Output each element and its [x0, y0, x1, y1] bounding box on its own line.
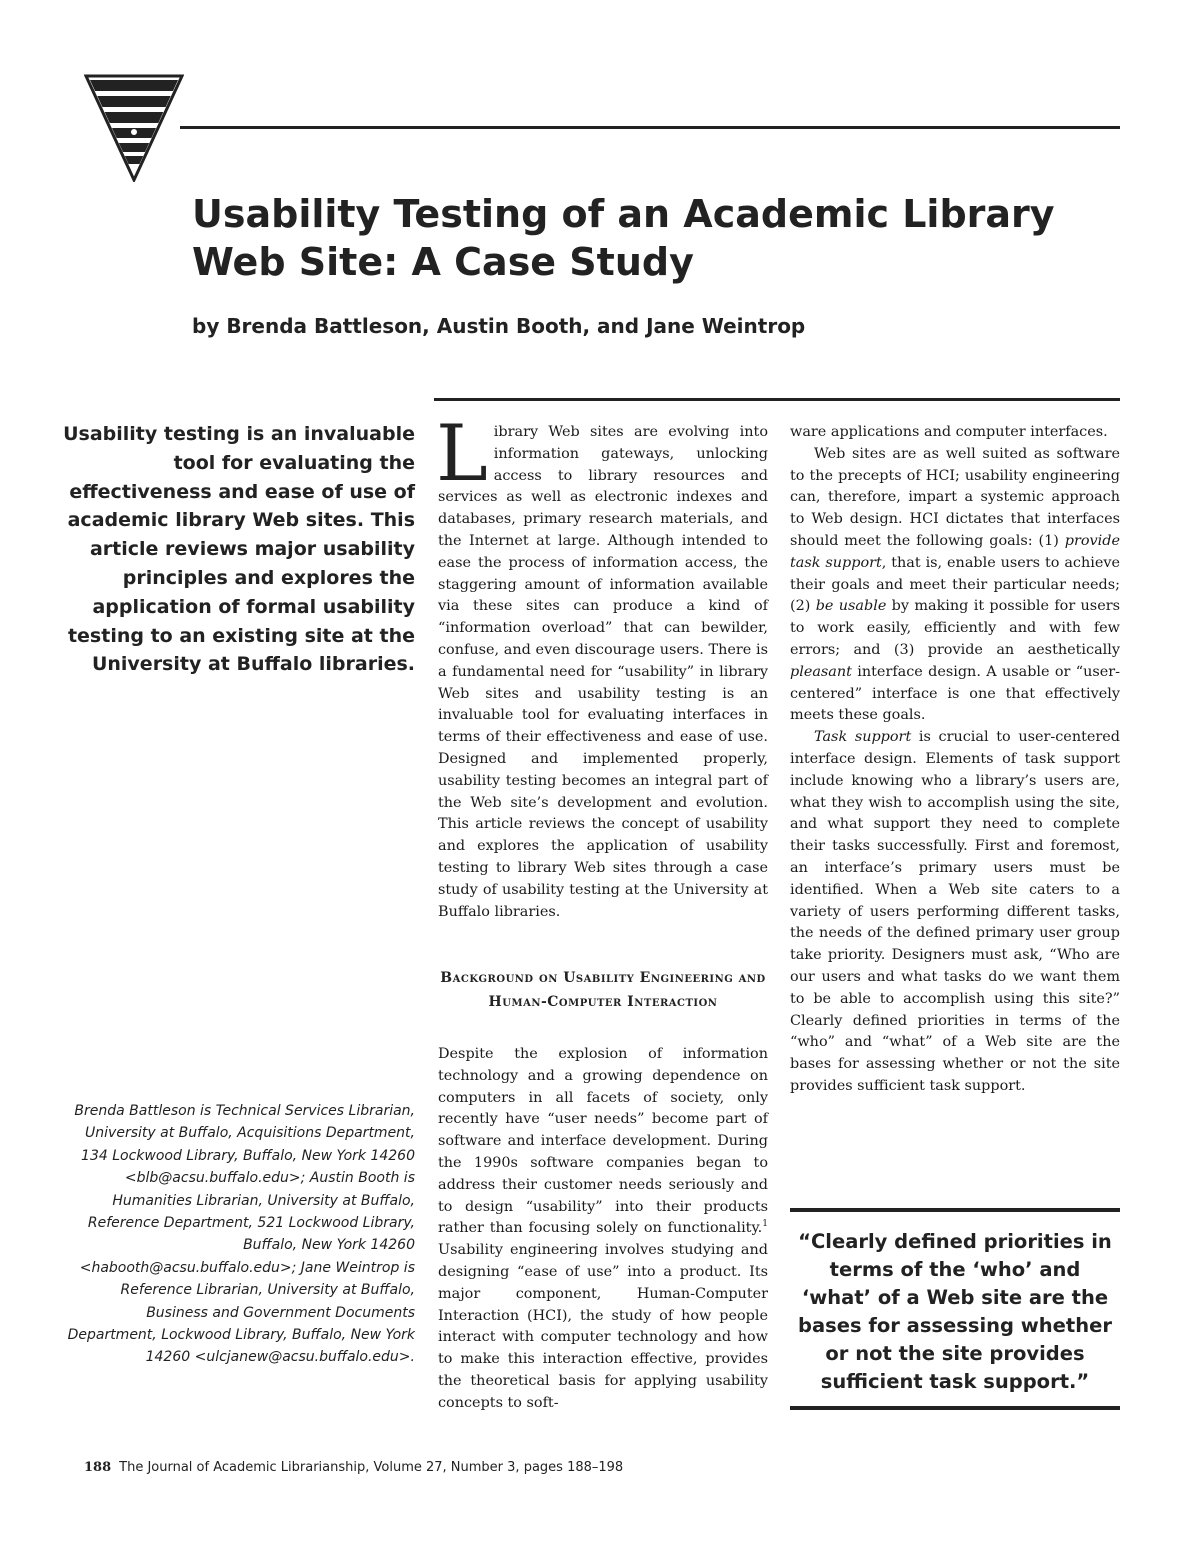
article-title: Usability Testing of an Academic Library Web Site: A Case Study [192, 192, 1055, 284]
right-paragraph-1: ware applications and computer interfaces. [790, 424, 1108, 440]
goals-text-b: , that is, enable users to achieve their goals and meet their particular needs; (2) [790, 554, 1120, 615]
goals-text-c: by making it possible for users to work easily, efficiently and with few errors; and (3) provide an aesthetically [790, 598, 1120, 658]
drop-cap: L [436, 409, 488, 499]
intro-text: ibrary Web sites are evolving into information gateways, unlocking access to library resources and services as well as electronic indexes and databases, primary research materials, and the Internet at large. Although intended to ease the process of information access, the staggering amount of information available via these sites can produce a kind of “information overload” that can bewilder, confuse, and even discourage users. There is a fundamental need for “usability” in library Web sites and usability testing is an invaluable tool for evaluating interfaces in terms of their effectiveness and ease of use. Designed and implemented properly, usability testing becomes an integral part of the Web site’s development and evolution. This article reviews the concept of usability and explores the application of usability testing to library Web sites through a case study of usability testing at the University at Buffalo libraries. [438, 424, 768, 920]
task-support-term: Task support [814, 729, 912, 746]
intro-column [436, 409, 768, 923]
task-support-text: is crucial to user-centered interface design. Elements of task support include knowing who a library’s users are, what they wish to accomplish using the site, and what support they need to complete their tasks successfully. First and foremost, an interface’s primary users must be identified. When a Web site caters to a variety of users performing different tasks, the needs of the defined primary user group take priority. Designers must ask, “Who are our users and what tasks do we want them to be able to accomplish using this site?” Clearly defined priorities in terms of the “who” and “what” of a Web site are the bases for assessing whether or not the site provides sufficient task support. [790, 729, 1120, 1094]
section-rule [434, 398, 1120, 401]
background-paragraph [438, 1044, 768, 1415]
journal-logo-icon [84, 74, 184, 182]
right-paragraph-3 [790, 727, 1120, 1098]
goal-pleasant: pleasant [790, 663, 852, 680]
abstract-blurb: Usability testing is an invaluable tool for evaluating the effectiveness and ease of use of academic library Web sites. This article reviews major usability principles and explores the application of formal usability testing to an existing site at the University at Buffalo libraries. [63, 423, 415, 676]
background-column [438, 1044, 768, 1415]
right-column [790, 422, 1120, 1098]
page-number: 188 [84, 1460, 112, 1475]
pull-quote-top-rule [790, 1208, 1120, 1212]
page-footer [84, 1458, 984, 1478]
goals-text-a: Web sites are as well suited as software to the precepts of HCI; usability engineering can, therefore, impart a systemic approach to Web design. HCI dictates that interfaces should meet the following goals: (1) [790, 445, 1120, 549]
intro-paragraph [436, 409, 768, 923]
background-text-1: Despite the explosion of information technology and a growing dependence on computers in all facets of society, only recently have “user needs” become part of software and interface development. During the 1990s software companies began to address their customer needs seriously and to design “usability” into their products rather than focusing solely on functionality. [438, 1046, 768, 1237]
footnote-ref: 1 [762, 1219, 768, 1230]
author-byline: by Brenda Battleson, Austin Booth, and Jane Weintrop [192, 314, 806, 338]
goals-text-d: interface design. A usable or “user-centered” interface is one that effectively meets these goals. [790, 663, 1120, 724]
header-rule [180, 126, 1120, 129]
pull-quote-bottom-rule [790, 1406, 1120, 1410]
background-text-2: Usability engineering involves studying and designing “ease of use” into a product. Its major component, Human-Computer Interaction (HCI), the study of how people interact with computer technology and how to make this interaction effective, provides the theoretical basis for applying usability concepts to soft- [438, 1242, 768, 1411]
section-heading: Background on Usability Engineering and Human-Computer Interaction [440, 970, 766, 1010]
pull-quote: “Clearly defined priorities in terms of the ‘who’ and ‘what’ of a Web site are the bases for assessing whether or not the site provides sufficient task support.” [798, 1230, 1112, 1393]
author-affiliations: Brenda Battleson is Technical Services Librarian, University at Buffalo, Acquisitions Department, 134 Lockwood Library, Buffalo, New York 14260 <blb@acsu.buffalo.edu>; Austin Booth is Humanities Librarian, University at Buffalo, Reference Department, 521 Lockwood Library, Buffalo, New York 14260 <habooth@acsu.buffalo.edu>; Jane Weintrop is Reference Librarian, University at Buffalo, Business and Government Documents Department, Lockwood Library, Buffalo, New York 14260 <ulcjanew@acsu.buffalo.edu>. [67, 1103, 415, 1366]
right-paragraph-2 [790, 444, 1120, 727]
goal-be-usable: be usable [815, 598, 887, 615]
journal-citation: The Journal of Academic Librarianship, Volume 27, Number 3, pages 188–198 [119, 1460, 624, 1475]
goal-task-support: provide task support [790, 532, 1120, 571]
